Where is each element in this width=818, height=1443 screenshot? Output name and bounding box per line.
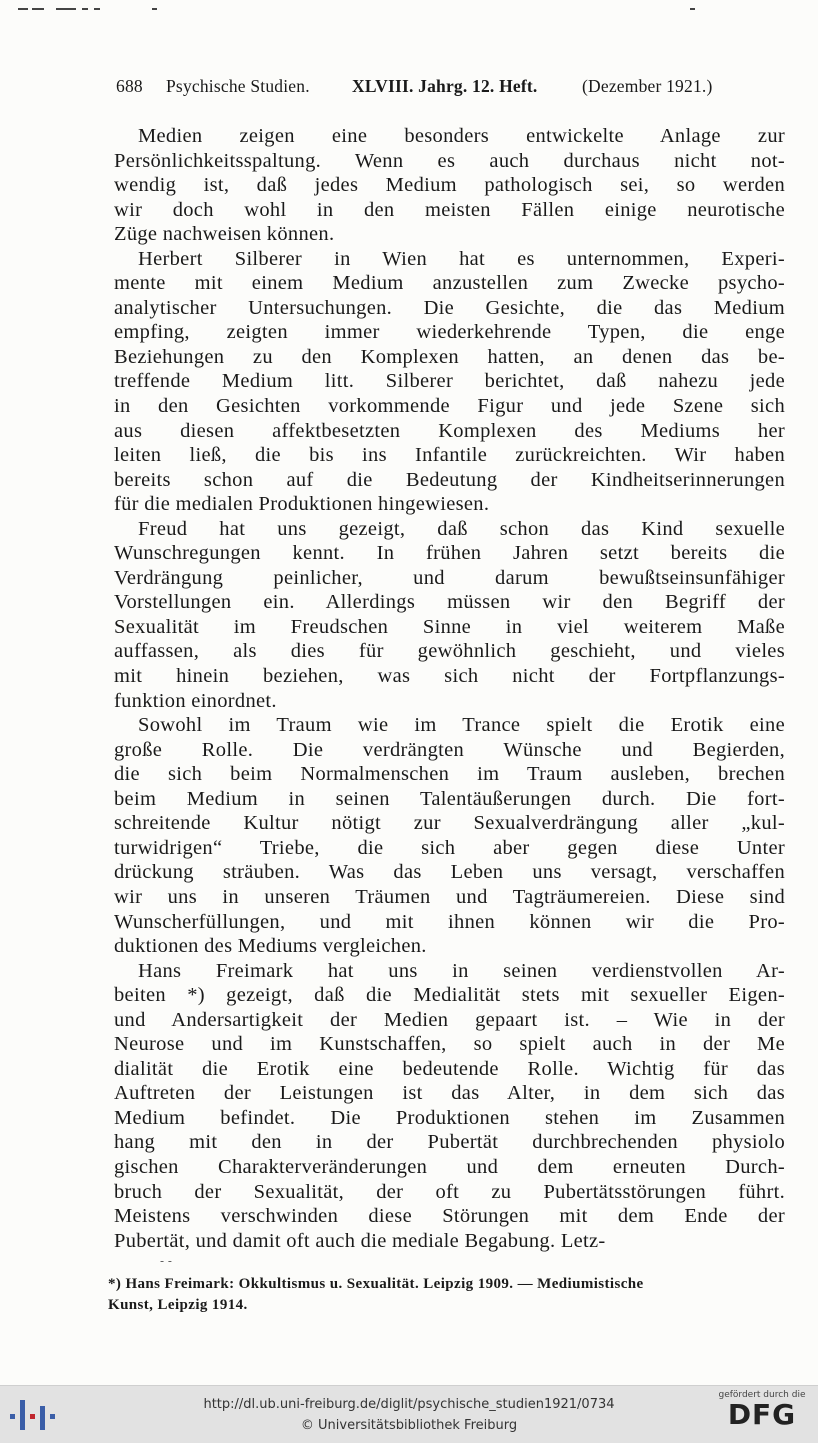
text-line: wendig ist, daß jedes Medium pathologisch sei, so werden — [114, 174, 785, 197]
dfg-logo-text: DFG — [727, 1398, 797, 1431]
text-line: Wunscherfüllungen, und mit ihnen können wir die Pro- — [114, 910, 785, 933]
text-line: mit hinein beziehen, was sich nicht der Fortpflanzungs- — [114, 665, 785, 688]
volume-issue: XLVIII. Jahrg. 12. Heft. — [352, 76, 538, 96]
text-line: schreitende Kultur nötigt zur Sexualverdrängung aller „kul- — [114, 812, 785, 835]
text-line: Wunschregungen kennt. In frühen Jahren setzt bereits die — [114, 542, 785, 565]
text-line: bereits schon auf die Bedeutung der Kindheitserinnerungen — [114, 468, 785, 491]
text-line: Hans Freimark hat uns in seinen verdienstvollen Ar- — [138, 959, 785, 982]
text-line: mente mit einem Medium anzustellen zum Zwecke psycho- — [114, 272, 785, 295]
text-line: bruch der Sexualität, der oft zu Pubertätsstörungen führt. — [114, 1180, 785, 1203]
text-line: für die medialen Produktionen hingewiesen. — [114, 493, 490, 516]
text-line: hang mit den in der Pubertät durchbrechenden physiolo — [114, 1131, 785, 1154]
text-line: Sexualität im Freudschen Sinne in viel weiterem Maße — [114, 615, 785, 638]
text-line: Pubertät, und damit oft auch die mediale Begabung. Letz- — [114, 1229, 606, 1252]
text-line: Neurose und im Kunstschaffen, so spielt auch in der Me — [114, 1033, 785, 1056]
text-line: drückung sträuben. Was das Leben uns versagt, verschaffen — [114, 861, 785, 884]
text-line: Herbert Silberer in Wien hat es unternommen, Experi- — [138, 247, 785, 270]
text-line: Medium befindet. Die Produktionen stehen im Zusammen — [114, 1106, 785, 1129]
text-line: Beziehungen zu den Komplexen hatten, an denen das be- — [114, 345, 785, 368]
text-line: beim Medium in seinen Talentäußerungen durch. Die fort- — [114, 787, 785, 810]
journal-title: Psychische Studien. — [166, 76, 310, 96]
text-line: wir doch wohl in den meisten Fällen einige neurotische — [114, 198, 785, 221]
text-line: große Rolle. Die verdrängten Wünsche und Begierden, — [114, 738, 785, 761]
text-line: die sich beim Normalmenschen im Traum ausleben, brechen — [114, 763, 785, 786]
text-line: wir uns in unseren Träumen und Tagträumereien. Diese sind — [114, 885, 785, 908]
text-line: Medien zeigen eine besonders entwickelte Anlage zur — [138, 125, 785, 147]
body-text — [114, 124, 785, 1253]
text-line: Auftreten der Leistungen ist das Alter, in dem sich das — [114, 1082, 785, 1105]
text-line: Sowohl im Traum wie im Trance spielt die Erotik eine — [138, 714, 785, 737]
text-line: turwidrigen“ Triebe, die sich aber gegen diese Unter — [114, 836, 785, 859]
page-number: 688 — [116, 76, 143, 96]
text-line: duktionen des Mediums vergleichen. — [114, 935, 427, 958]
copyright-notice: © Universitätsbibliothek Freiburg — [300, 1418, 518, 1433]
text-line: Verdrängung peinlicher, und darum bewußtseinsunfähiger — [114, 566, 785, 589]
text-line: Vorstellungen ein. Allerdings müssen wir den Begriff der — [114, 591, 785, 614]
text-line: leiten ließ, die bis ins Infantile zurückreichten. Wir haben — [114, 444, 785, 467]
text-line: dialität die Erotik eine bedeutende Rolle. Wichtig für das — [114, 1057, 785, 1080]
viewer-footer — [0, 1385, 818, 1443]
footnote — [108, 1274, 788, 1316]
text-line: Freud hat uns gezeigt, daß schon das Kind sexuelle — [138, 517, 785, 540]
text-line: auffassen, als dies für gewöhnlich geschieht, und vieles — [114, 640, 785, 663]
text-line: gischen Charakterveränderungen und dem erneuten Durch- — [114, 1155, 785, 1178]
text-line: Meistens verschwinden diese Störungen mit dem Ende der — [114, 1205, 785, 1228]
text-line: in den Gesichten vorkommende Figur und jede Szene sich — [114, 395, 785, 418]
footnote-separator: - - — [160, 1254, 172, 1268]
text-line: und Andersartigkeit der Medien gepaart ist. – Wie in der — [114, 1008, 785, 1031]
issue-date: (Dezember 1921.) — [582, 76, 713, 96]
text-line: beiten *) gezeigt, daß die Medialität stets mit sexueller Eigen- — [114, 984, 785, 1007]
text-line: Züge nachweisen können. — [114, 223, 335, 246]
scan-edge-marks — [18, 2, 798, 20]
footnote-line: Kunst, Leipzig 1914. — [108, 1297, 248, 1313]
footnote-line: *) Hans Freimark: Okkultismus u. Sexualität. Leipzig 1909. — Mediumistische — [108, 1276, 644, 1292]
text-line: aus diesen affektbesetzten Komplexen des Mediums her — [114, 419, 785, 442]
dfg-funded-by-label: gefördert durch die — [718, 1390, 806, 1400]
text-line: funktion einordnet. — [114, 689, 277, 712]
text-line: empfing, zeigten immer wiederkehrende Typen, die enge — [114, 321, 785, 344]
permalink-url[interactable]: http://dl.ub.uni-freiburg.de/diglit/psychische_studien1921/0734 — [203, 1397, 615, 1412]
text-line: treffende Medium litt. Silberer berichtet, daß nahezu jede — [114, 370, 785, 393]
text-line: Persönlichkeitsspaltung. Wenn es auch durchaus nicht not- — [114, 149, 785, 172]
text-line: analytischer Untersuchungen. Die Gesichte, die das Medium — [114, 296, 785, 319]
dfg-logo — [714, 1390, 810, 1440]
running-header — [116, 76, 746, 102]
